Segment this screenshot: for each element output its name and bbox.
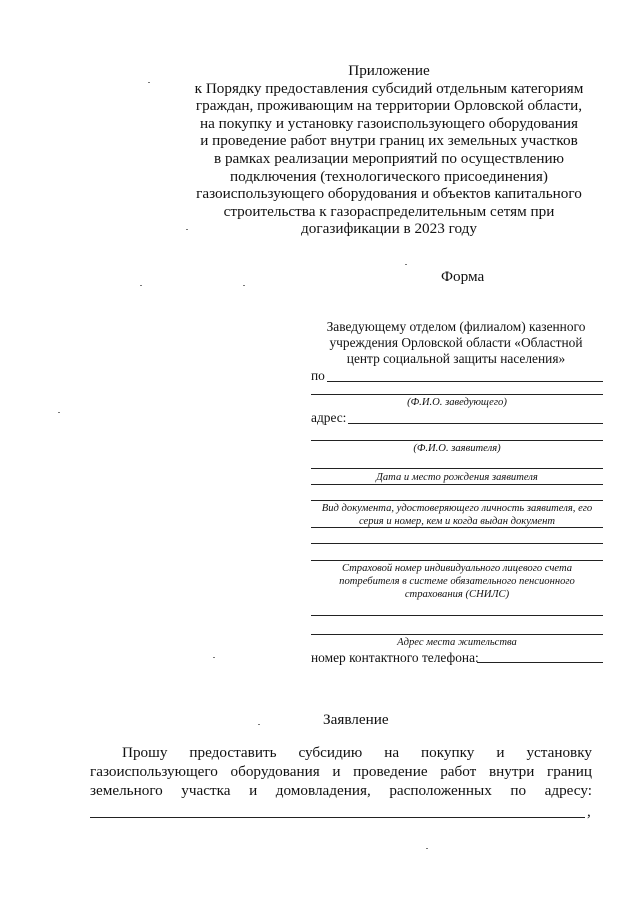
statement-title: Заявление (323, 711, 389, 728)
birth-line-2[interactable] (311, 484, 603, 485)
address-line[interactable] (311, 423, 603, 424)
residence-caption (311, 636, 603, 649)
statement-word: покупку (421, 744, 475, 761)
annex-line: на покупку и установку газоиспользующего оборудования (200, 114, 578, 132)
phone-label: номер контактного телефона: (311, 650, 479, 665)
id-doc-caption (311, 502, 603, 528)
applicant-name-line[interactable] (311, 440, 603, 441)
id-doc-line-2[interactable] (311, 527, 603, 528)
statement-word: расположенных (389, 782, 492, 799)
scan-speck (58, 412, 60, 413)
trailing-comma: , (587, 803, 591, 820)
id-doc-line-4[interactable] (311, 560, 603, 561)
annex-line: строительства к газораспределительным сетям при (223, 202, 555, 220)
form-label: Форма (441, 268, 485, 285)
annex-line: газоиспользующего оборудования и объектов капитального (196, 185, 582, 203)
snils-caption (311, 562, 603, 601)
snils-caption-line: страхования (СНИЛС) (404, 589, 510, 600)
statement-word: работ (440, 763, 477, 780)
residence-caption-text: Адрес места жительства (397, 637, 517, 648)
annex-line: подключения (технологического присоединения) (230, 167, 548, 185)
statement-word: установку (526, 744, 592, 761)
birth-caption-text: Дата и место рождения заявителя (376, 472, 538, 483)
statement-body (90, 743, 592, 800)
residence-line-2[interactable] (311, 634, 603, 635)
birth-line-1[interactable] (311, 468, 603, 469)
addressee-line: учреждения Орловской области «Областной (329, 335, 583, 351)
scan-speck (426, 848, 428, 849)
manager-caption (311, 396, 603, 409)
statement-word: внутри (488, 763, 535, 780)
statement-word: оборудования (230, 763, 320, 780)
applicant-caption (311, 442, 603, 455)
addressee-line: центр социальной защиты населения» (346, 351, 566, 367)
statement-line-2 (90, 762, 592, 781)
manager-name-line-2[interactable] (311, 394, 603, 395)
statement-word: адресу: (544, 782, 592, 799)
statement-word: субсидию (298, 744, 363, 761)
statement-word: газоиспользующего (90, 763, 218, 780)
statement-word: домовладения, (275, 782, 371, 799)
address-prefix: адрес: (311, 410, 347, 425)
id-doc-caption-line: Вид документа, удостоверяющего личность заявителя, его (321, 503, 593, 514)
address-input-line[interactable] (90, 817, 585, 818)
annex-line: в рамках реализации мероприятий по осуществлению (214, 149, 564, 167)
scan-speck (213, 657, 215, 658)
statement-word: на (384, 744, 400, 761)
annex-line: граждан, проживающим на территории Орловской области, (195, 97, 583, 115)
manager-caption-text: (Ф.И.О. заведующего) (407, 397, 507, 408)
annex-line: и проведение работ внутри границ их земельных участков (200, 132, 578, 150)
scan-speck (148, 82, 150, 83)
id-doc-line-3[interactable] (311, 543, 603, 544)
residence-line-1[interactable] (311, 615, 603, 616)
annex-header (180, 62, 598, 238)
annex-line: к Порядку предоставления субсидий отдельным категориям (194, 79, 584, 97)
annex-line: догазификации в 2023 году (301, 220, 477, 238)
snils-caption-line: потребителя в системе обязательного пенсионного (339, 576, 575, 587)
scan-speck (140, 285, 142, 286)
id-doc-line-1[interactable] (311, 500, 603, 501)
scan-speck (258, 724, 260, 725)
statement-word: земельного (90, 782, 163, 799)
applicant-caption-text: (Ф.И.О. заявителя) (413, 443, 501, 454)
scan-speck (405, 264, 407, 265)
statement-word: по (510, 782, 527, 799)
id-doc-caption-line: серия и номер, кем и когда выдан документ (358, 516, 556, 527)
statement-word: границ (547, 763, 592, 780)
addressee-line: Заведующему отделом (филиалом) казенного (326, 319, 586, 334)
statement-word: предоставить (189, 744, 277, 761)
snils-caption-line: Страховой номер индивидуального лицевого счета (341, 563, 573, 574)
statement-word: Прошу (122, 744, 168, 761)
manager-name-line[interactable] (311, 381, 603, 382)
statement-word: и (332, 763, 341, 780)
statement-word: участка (181, 782, 231, 799)
scan-speck (186, 229, 188, 230)
statement-word: и (249, 782, 258, 799)
addressee-block (316, 319, 596, 368)
statement-word: проведение (353, 763, 428, 780)
statement-line-1 (90, 743, 592, 762)
statement-word: и (496, 744, 505, 761)
birth-caption (311, 471, 603, 484)
from-prefix: по (311, 368, 325, 383)
annex-heading: Приложение (348, 62, 430, 79)
phone-input-line[interactable] (477, 662, 603, 663)
scan-speck (243, 285, 245, 286)
statement-line-3 (90, 781, 592, 800)
